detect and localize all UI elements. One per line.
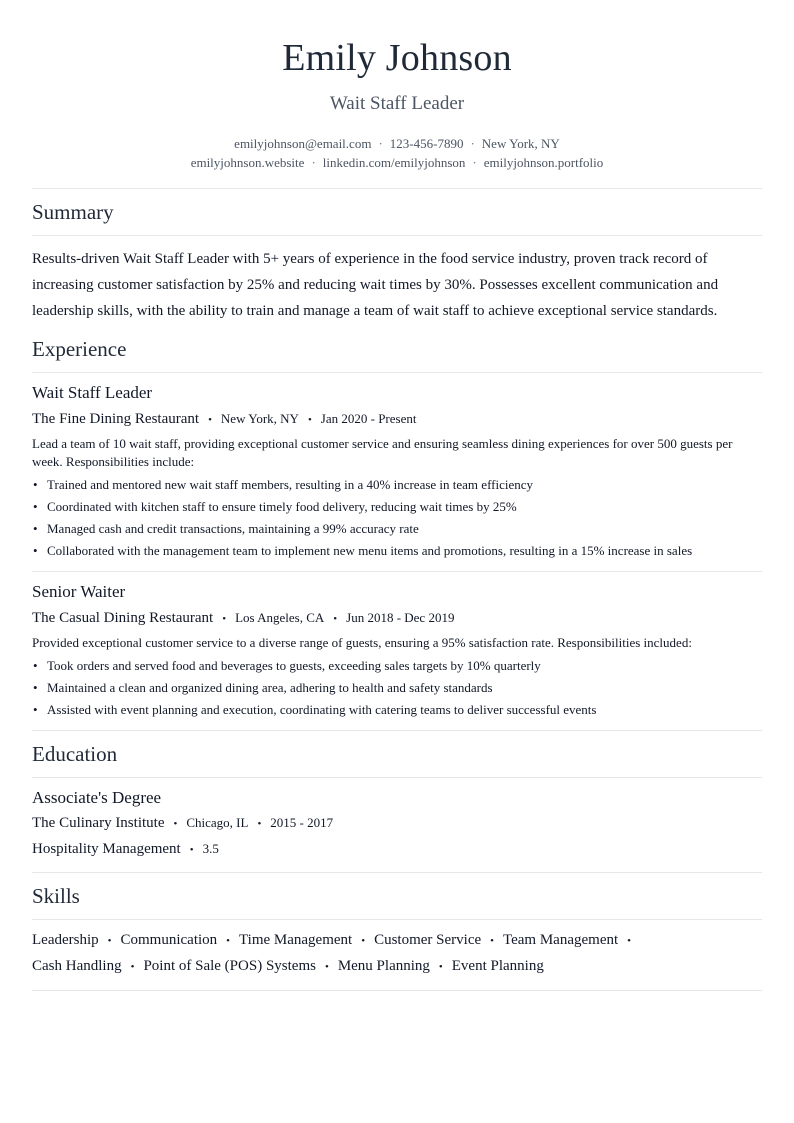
bullet-item	[32, 677, 762, 699]
contact-linkedin[interactable]: linkedin.com/emilyjohnson	[322, 155, 466, 170]
bullet-marker: •	[33, 521, 38, 536]
bullet-marker: •	[33, 499, 38, 514]
job-company: The Fine Dining Restaurant	[32, 411, 200, 427]
contact-separator: ·	[470, 136, 475, 151]
summary-text: Results-driven Wait Staff Leader with 5+ years of experience in the food service industry, proven track record of increasing customer satisfaction by 25% and reducing wait times by 30%. Possesses excellent communication and leadership skills, with the ability to train and manage a team of wait staff to achieve exceptional service standards.	[32, 251, 719, 319]
skills-row-2	[32, 954, 762, 980]
bullet-marker: •	[33, 702, 38, 717]
job-meta	[32, 408, 762, 431]
candidate-name: Emily Johnson	[282, 37, 512, 79]
contact-separator: ·	[378, 136, 383, 151]
job-location: Los Angeles, CA	[235, 610, 325, 625]
skill-item: Event Planning	[451, 958, 544, 974]
bullet-marker: •	[33, 680, 38, 695]
meta-dot: •	[189, 844, 194, 856]
contact-location: New York, NY	[481, 136, 560, 151]
job-meta	[32, 607, 762, 630]
job-company: The Casual Dining Restaurant	[32, 610, 214, 626]
education-years: 2015 - 2017	[270, 815, 334, 830]
bullet-text: Managed cash and credit transactions, maintaining a 99% accuracy rate	[47, 521, 419, 536]
education-field-line	[32, 838, 762, 861]
contact-phone[interactable]: 123-456-7890	[389, 136, 464, 151]
education-divider	[32, 872, 762, 873]
skills-list	[32, 920, 762, 980]
summary-section	[32, 199, 762, 324]
bullet-item	[32, 699, 762, 721]
bullet-text: Trained and mentored new wait staff members, resulting in a 40% increase in team efficiency	[47, 477, 534, 492]
job-bullets	[32, 655, 762, 721]
bullet-item	[32, 540, 762, 562]
job-description: Lead a team of 10 wait staff, providing exceptional customer service and ensuring seamless dining experiences for over 500 guests per week. Responsibilities include:	[32, 436, 733, 469]
skill-dot: •	[226, 935, 231, 947]
education-entry	[32, 778, 762, 873]
education-heading: Education	[32, 742, 118, 766]
skill-item: Time Management	[239, 932, 353, 948]
meta-dot: •	[257, 818, 262, 830]
skills-divider	[32, 990, 762, 991]
education-field: Hospitality Management	[32, 841, 181, 857]
bullet-item	[32, 518, 762, 540]
skill-item: Customer Service	[374, 932, 482, 948]
skill-item: Team Management	[503, 932, 619, 948]
candidate-role: Wait Staff Leader	[329, 93, 465, 114]
skills-row-1	[32, 928, 762, 954]
meta-dot: •	[307, 414, 312, 426]
bullet-item	[32, 474, 762, 496]
skill-dot: •	[107, 935, 112, 947]
bullet-item	[32, 655, 762, 677]
job-bullets	[32, 474, 762, 562]
contact-line-1	[32, 134, 762, 153]
experience-section	[32, 336, 762, 731]
skills-heading: Skills	[32, 884, 80, 908]
job-divider	[32, 730, 762, 731]
job-dates: Jun 2018 - Dec 2019	[346, 610, 455, 625]
skill-dot: •	[490, 935, 494, 947]
skill-item: Communication	[120, 932, 218, 948]
skill-item: Point of Sale (POS) Systems	[143, 958, 316, 974]
skill-item: Cash Handling	[32, 958, 122, 974]
bullet-text: Assisted with event planning and execution, coordinating with catering teams to deliver successful events	[47, 702, 597, 717]
job-dates: Jan 2020 - Present	[320, 411, 417, 426]
contact-website[interactable]: emilyjohnson.website	[190, 155, 305, 170]
skill-item: Menu Planning	[337, 958, 430, 974]
bullet-text: Coordinated with kitchen staff to ensure timely food delivery, reducing wait times by 25%	[47, 499, 517, 514]
meta-dot: •	[173, 818, 178, 830]
skill-dot: •	[361, 935, 366, 947]
skill-dot: •	[130, 961, 135, 973]
job-location: New York, NY	[220, 411, 299, 426]
bullet-text: Took orders and served food and beverages to guests, exceeding sales targets by 10% quarterly	[47, 658, 541, 673]
education-section	[32, 741, 762, 873]
contact-line-2	[32, 153, 762, 172]
bullet-marker: •	[33, 543, 38, 558]
contact-separator: ·	[311, 155, 316, 170]
contact-separator: ·	[472, 155, 477, 170]
education-degree: Associate's Degree	[32, 788, 162, 807]
education-location: Chicago, IL	[186, 815, 249, 830]
meta-dot: •	[208, 414, 212, 426]
bullet-text: Maintained a clean and organized dining area, adhering to health and safety standards	[47, 680, 493, 695]
job-description: Provided exceptional customer service to a diverse range of guests, ensuring a 95% satisfaction rate. Responsibilities included:	[32, 635, 692, 650]
skills-section	[32, 883, 762, 991]
section-divider	[32, 235, 762, 236]
contact-portfolio[interactable]: emilyjohnson.portfolio	[483, 155, 604, 170]
job-title: Senior Waiter	[32, 582, 126, 601]
education-school: The Culinary Institute	[32, 815, 165, 831]
contact-email[interactable]: emilyjohnson@email.com	[234, 136, 372, 151]
skill-dot: •	[324, 961, 329, 973]
skill-item: Leadership	[32, 932, 99, 948]
resume-header	[32, 0, 762, 172]
meta-dot: •	[222, 613, 227, 625]
summary-heading: Summary	[32, 200, 114, 224]
bullet-marker: •	[33, 477, 38, 492]
bullet-text: Collaborated with the management team to implement new menu items and promotions, resulting in a 15% increase in sales	[47, 543, 693, 558]
job-entry	[32, 373, 762, 572]
skill-dot: •	[627, 935, 632, 947]
meta-dot: •	[333, 613, 338, 625]
bullet-item	[32, 496, 762, 518]
job-title: Wait Staff Leader	[32, 383, 153, 402]
experience-heading: Experience	[32, 337, 127, 361]
education-school-line	[32, 812, 762, 835]
header-divider	[32, 188, 762, 189]
job-entry	[32, 572, 762, 731]
education-gpa: 3.5	[202, 841, 219, 856]
skill-dot: •	[438, 961, 443, 973]
bullet-marker: •	[33, 658, 38, 673]
